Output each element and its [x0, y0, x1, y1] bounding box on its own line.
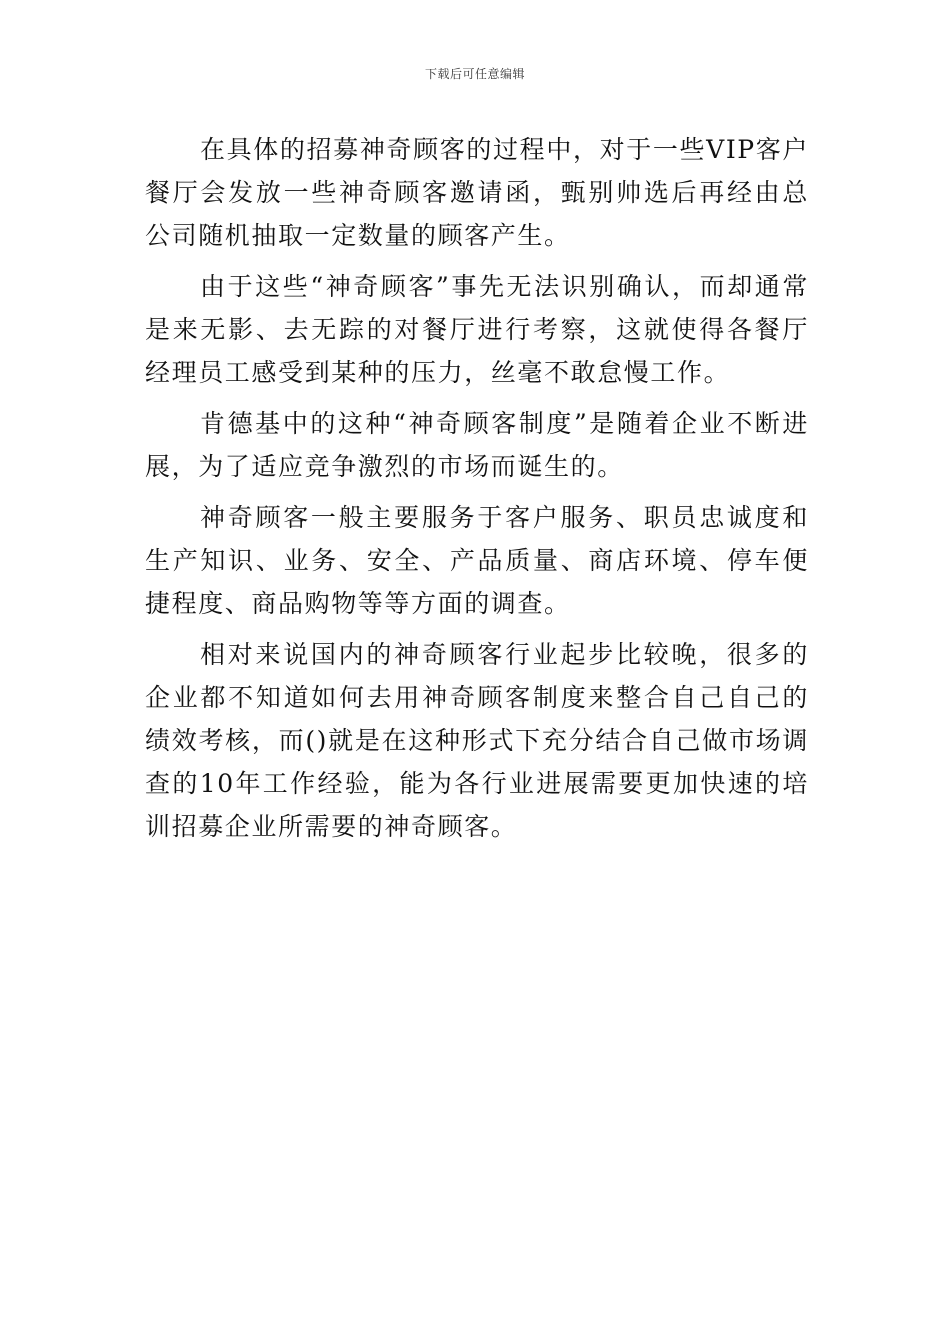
paragraph-3: 肯德基中的这种“神奇顾客制度”是随着企业不断进展，为了适应竞争激烈的市场而诞生的。: [145, 409, 809, 481]
paragraph-4: 神奇顾客一般主要服务于客户服务、职员忠诚度和生产知识、业务、安全、产品质量、商店环境、停车便捷程度、商品购物等等方面的调查。: [145, 503, 809, 618]
paragraph-2: 由于这些“神奇顾客”事先无法识别确认，而却通常是来无影、去无踪的对餐厅进行考察，这就使得各餐厅经理员工感受到某种的压力，丝毫不敢怠慢工作。: [145, 272, 809, 387]
document-body: [145, 128, 809, 848]
page-header: 下载后可任意编辑: [424, 67, 525, 81]
paragraph-5: 相对来说国内的神奇顾客行业起步比较晚，很多的企业都不知道如何去用神奇顾客制度来整合自己自己的绩效考核，而()就是在这种形式下充分结合自己做市场调查的10年工作经验，能为各行业进展需要更加快速的培训招募企业所需要的神奇顾客。: [145, 640, 809, 841]
paragraph-1: 在具体的招募神奇顾客的过程中，对于一些VIP客户餐厅会发放一些神奇顾客邀请函，甄别帅选后再经由总公司随机抽取一定数量的顾客产生。: [145, 135, 809, 250]
